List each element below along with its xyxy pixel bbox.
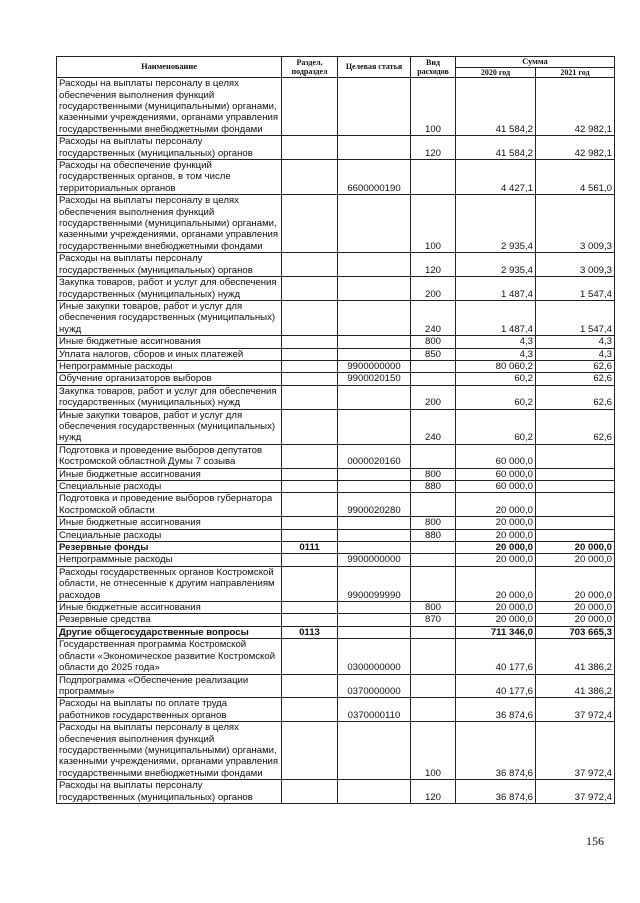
row-name: Расходы на выплаты персоналу государственных (муниципальных) органов: [57, 780, 282, 804]
col-section-header: Раздел, подраздел: [282, 57, 338, 78]
row-name: Закупка товаров, работ и услуг для обеспечения государственных (муниципальных) нужд: [57, 277, 282, 301]
row-name: Расходы на выплаты по оплате труда работников государственных органов: [57, 698, 282, 722]
row-target: 9900020280: [338, 493, 411, 517]
row-2020: 4 427,1: [456, 160, 536, 195]
row-name: Расходы на выплаты персоналу государственных (муниципальных) органов: [57, 136, 282, 160]
row-2020: 36 874,6: [456, 722, 536, 780]
row-2020: 20 000,0: [456, 602, 536, 614]
col-2020-header: 2020 год: [456, 67, 536, 78]
row-2020: 41 584,2: [456, 78, 536, 136]
row-2020: 60 000,0: [456, 468, 536, 480]
row-target: [338, 542, 411, 554]
row-2020: 60,2: [456, 409, 536, 444]
row-type: 100: [411, 78, 456, 136]
row-type: 240: [411, 300, 456, 335]
row-type: [411, 639, 456, 674]
row-target: [338, 348, 411, 360]
table-row: [57, 160, 615, 195]
row-section: [282, 493, 338, 517]
row-type: [411, 674, 456, 698]
row-section: [282, 360, 338, 372]
table-row: [57, 409, 615, 444]
row-2020: 20 000,0: [456, 517, 536, 529]
table-row: [57, 639, 615, 674]
row-2021: [536, 481, 615, 493]
row-name: Расходы на выплаты персоналу в целях обеспечения выполнения функций государственными (муниципальными) органами, казенными учреждениями, органами управления государственными внебюджетными фондами: [57, 722, 282, 780]
row-name: Расходы на обеспечение функций государственных органов, в том числе территориальных органов: [57, 160, 282, 195]
row-target: [338, 336, 411, 348]
table-row: [57, 602, 615, 614]
table-row: [57, 385, 615, 409]
row-target: [338, 78, 411, 136]
row-type: [411, 360, 456, 372]
row-name: Расходы государственных органов Костромской области, не отнесенные к другим направлениям расходов: [57, 566, 282, 601]
row-section: [282, 468, 338, 480]
row-type: 120: [411, 780, 456, 804]
row-2020: 20 000,0: [456, 554, 536, 566]
row-type: 870: [411, 614, 456, 626]
row-type: [411, 626, 456, 638]
row-target: 0300000000: [338, 639, 411, 674]
row-target: [338, 300, 411, 335]
row-2020: 36 874,6: [456, 780, 536, 804]
row-target: [338, 481, 411, 493]
row-2021: [536, 517, 615, 529]
table-body: [57, 78, 615, 804]
row-2021: 4,3: [536, 336, 615, 348]
row-2021: 20 000,0: [536, 542, 615, 554]
row-type: [411, 160, 456, 195]
row-name: Подготовка и проведение выборов губернатора Костромской области: [57, 493, 282, 517]
table-row: [57, 698, 615, 722]
row-type: [411, 542, 456, 554]
row-name: Расходы на выплаты персоналу в целях обеспечения выполнения функций государственными (муниципальными) органами, казенными учреждениями, органами управления государственными внебюджетными фондами: [57, 78, 282, 136]
row-name: Подпрограмма «Обеспечение реализации программы»: [57, 674, 282, 698]
row-type: [411, 444, 456, 468]
table-row: [57, 780, 615, 804]
row-type: 800: [411, 336, 456, 348]
row-target: [338, 517, 411, 529]
table-row: [57, 468, 615, 480]
row-2021: [536, 468, 615, 480]
table-row: [57, 253, 615, 277]
row-2020: 1 487,4: [456, 300, 536, 335]
row-section: [282, 195, 338, 253]
row-2021: 41 386,2: [536, 639, 615, 674]
row-name: Иные закупки товаров, работ и услуг для обеспечения государственных (муниципальных) нужд: [57, 409, 282, 444]
row-2020: 20 000,0: [456, 529, 536, 541]
row-name: Подготовка и проведение выборов депутатов Костромской областной Думы 7 созыва: [57, 444, 282, 468]
row-target: [338, 277, 411, 301]
row-section: [282, 277, 338, 301]
header-row-1: [57, 57, 615, 68]
row-target: 9900099990: [338, 566, 411, 601]
row-name: Иные бюджетные ассигнования: [57, 602, 282, 614]
table-row: [57, 195, 615, 253]
row-section: [282, 253, 338, 277]
row-section: [282, 409, 338, 444]
row-target: [338, 468, 411, 480]
row-section: [282, 602, 338, 614]
row-type: 880: [411, 481, 456, 493]
row-type: [411, 373, 456, 385]
budget-table: [56, 56, 615, 804]
row-2020: 36 874,6: [456, 698, 536, 722]
row-target: [338, 385, 411, 409]
row-target: 0370000000: [338, 674, 411, 698]
table-row: [57, 277, 615, 301]
row-2020: 40 177,6: [456, 674, 536, 698]
row-section: [282, 780, 338, 804]
row-section: [282, 566, 338, 601]
row-2021: [536, 444, 615, 468]
col-type-header: Вид расходов: [411, 57, 456, 78]
row-section: [282, 160, 338, 195]
row-section: [282, 444, 338, 468]
row-section: [282, 529, 338, 541]
row-2020: 2 935,4: [456, 253, 536, 277]
table-row: [57, 529, 615, 541]
row-target: [338, 529, 411, 541]
row-2020: 20 000,0: [456, 493, 536, 517]
row-section: [282, 300, 338, 335]
row-name: Расходы на выплаты персоналу в целях обеспечения выполнения функций государственными (муниципальными) органами, казенными учреждениями, органами управления государственными внебюджетными фондами: [57, 195, 282, 253]
row-target: [338, 253, 411, 277]
row-target: [338, 780, 411, 804]
row-type: 120: [411, 253, 456, 277]
col-name-header: Наименование: [57, 57, 282, 78]
row-name: Резервные средства: [57, 614, 282, 626]
row-2020: 20 000,0: [456, 566, 536, 601]
row-2020: 60,2: [456, 385, 536, 409]
row-2020: 2 935,4: [456, 195, 536, 253]
row-section: [282, 78, 338, 136]
row-type: [411, 493, 456, 517]
row-target: 9900020150: [338, 373, 411, 385]
row-name: Непрограммные расходы: [57, 360, 282, 372]
row-target: 9900000000: [338, 360, 411, 372]
row-2021: [536, 493, 615, 517]
row-name: Иные бюджетные ассигнования: [57, 517, 282, 529]
table-row: [57, 554, 615, 566]
row-target: [338, 602, 411, 614]
row-type: 200: [411, 385, 456, 409]
row-2021: 42 982,1: [536, 136, 615, 160]
row-2021: 1 547,4: [536, 300, 615, 335]
row-2020: 60,2: [456, 373, 536, 385]
row-name: Иные бюджетные ассигнования: [57, 336, 282, 348]
row-type: 880: [411, 529, 456, 541]
row-type: 120: [411, 136, 456, 160]
row-2021: 20 000,0: [536, 614, 615, 626]
row-2021: 62,6: [536, 385, 615, 409]
row-2021: 3 009,3: [536, 195, 615, 253]
row-name: Резервные фонды: [57, 542, 282, 554]
row-target: 6600000190: [338, 160, 411, 195]
row-type: 800: [411, 517, 456, 529]
table-row: [57, 674, 615, 698]
row-target: 0370000110: [338, 698, 411, 722]
row-type: 100: [411, 195, 456, 253]
table-row: [57, 626, 615, 638]
row-2021: 37 972,4: [536, 698, 615, 722]
row-name: Специальные расходы: [57, 529, 282, 541]
row-section: [282, 674, 338, 698]
row-section: 0113: [282, 626, 338, 638]
row-section: [282, 348, 338, 360]
row-type: 800: [411, 468, 456, 480]
row-target: [338, 722, 411, 780]
row-name: Иные закупки товаров, работ и услуг для обеспечения государственных (муниципальных) нужд: [57, 300, 282, 335]
row-2020: 4,3: [456, 336, 536, 348]
table-row: [57, 614, 615, 626]
row-2020: 4,3: [456, 348, 536, 360]
row-target: [338, 409, 411, 444]
row-section: [282, 639, 338, 674]
row-2020: 60 000,0: [456, 481, 536, 493]
col-sum-header: Сумма: [456, 57, 615, 68]
row-type: [411, 566, 456, 601]
col-2021-header: 2021 год: [536, 67, 615, 78]
row-target: [338, 136, 411, 160]
col-target-header: Целевая статья: [338, 57, 411, 78]
row-type: 100: [411, 722, 456, 780]
table-row: [57, 336, 615, 348]
row-2020: 1 487,4: [456, 277, 536, 301]
row-name: Расходы на выплаты персоналу государственных (муниципальных) органов: [57, 253, 282, 277]
row-2021: 62,6: [536, 409, 615, 444]
row-type: 850: [411, 348, 456, 360]
row-2021: 42 982,1: [536, 78, 615, 136]
row-2021: 37 972,4: [536, 722, 615, 780]
row-type: [411, 554, 456, 566]
row-2021: 20 000,0: [536, 566, 615, 601]
row-2020: 80 060,2: [456, 360, 536, 372]
table-row: [57, 300, 615, 335]
row-target: [338, 614, 411, 626]
row-2021: 1 547,4: [536, 277, 615, 301]
row-section: [282, 554, 338, 566]
row-name: Специальные расходы: [57, 481, 282, 493]
row-name: Другие общегосударственные вопросы: [57, 626, 282, 638]
table-row: [57, 566, 615, 601]
row-section: [282, 614, 338, 626]
table-row: [57, 444, 615, 468]
row-type: 240: [411, 409, 456, 444]
row-name: Государственная программа Костромской области «Экономическое развитие Костромской области до 2025 года»: [57, 639, 282, 674]
table-row: [57, 542, 615, 554]
row-section: [282, 385, 338, 409]
row-2020: 60 000,0: [456, 444, 536, 468]
row-type: 200: [411, 277, 456, 301]
row-name: Закупка товаров, работ и услуг для обеспечения государственных (муниципальных) нужд: [57, 385, 282, 409]
row-section: [282, 698, 338, 722]
row-name: Непрограммные расходы: [57, 554, 282, 566]
row-2020: 711 346,0: [456, 626, 536, 638]
row-type: 800: [411, 602, 456, 614]
row-name: Уплата налогов, сборов и иных платежей: [57, 348, 282, 360]
row-2021: 20 000,0: [536, 554, 615, 566]
row-2021: 62,6: [536, 373, 615, 385]
table-row: [57, 481, 615, 493]
row-2021: 3 009,3: [536, 253, 615, 277]
table-row: [57, 517, 615, 529]
row-section: [282, 722, 338, 780]
row-target: 0000020160: [338, 444, 411, 468]
row-section: [282, 373, 338, 385]
row-type: [411, 698, 456, 722]
row-2021: 37 972,4: [536, 780, 615, 804]
row-target: 9900000000: [338, 554, 411, 566]
row-2020: 40 177,6: [456, 639, 536, 674]
row-2021: 62,6: [536, 360, 615, 372]
row-2021: [536, 529, 615, 541]
row-target: [338, 626, 411, 638]
table-row: [57, 360, 615, 372]
table-row: [57, 493, 615, 517]
row-2021: 20 000,0: [536, 602, 615, 614]
table-row: [57, 373, 615, 385]
row-2020: 20 000,0: [456, 542, 536, 554]
table-row: [57, 722, 615, 780]
table-row: [57, 78, 615, 136]
table-row: [57, 348, 615, 360]
table-row: [57, 136, 615, 160]
row-section: [282, 136, 338, 160]
row-name: Иные бюджетные ассигнования: [57, 468, 282, 480]
row-2020: 20 000,0: [456, 614, 536, 626]
row-section: [282, 481, 338, 493]
page-number: 156: [586, 834, 604, 848]
row-2021: 703 665,3: [536, 626, 615, 638]
row-name: Обучение организаторов выборов: [57, 373, 282, 385]
row-2020: 41 584,2: [456, 136, 536, 160]
row-target: [338, 195, 411, 253]
row-section: [282, 517, 338, 529]
row-section: [282, 336, 338, 348]
row-section: 0111: [282, 542, 338, 554]
row-2021: 41 386,2: [536, 674, 615, 698]
row-2021: 4 561,0: [536, 160, 615, 195]
row-2021: 4,3: [536, 348, 615, 360]
